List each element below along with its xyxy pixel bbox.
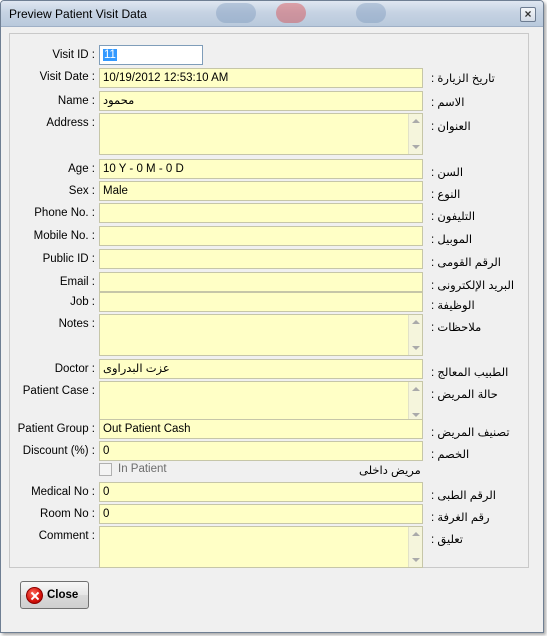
notes-label-ar: [431, 320, 529, 334]
mobile-field[interactable]: [99, 226, 423, 246]
doctor-field[interactable]: [99, 359, 423, 379]
age-field[interactable]: 10 Y - 0 M - 0 D: [99, 159, 423, 179]
phone-field[interactable]: [99, 203, 423, 223]
job-field[interactable]: [99, 292, 423, 312]
phone-label: Phone No. :: [34, 207, 95, 219]
scroll-up-icon[interactable]: [412, 119, 420, 123]
patient-case-label: Patient Case :: [22, 385, 95, 397]
comment-label-ar-text: تعليق :: [431, 534, 464, 546]
close-icon: [26, 587, 43, 604]
comment-scrollbar[interactable]: [408, 527, 422, 567]
public-id-label-ar: [431, 255, 529, 269]
name-field[interactable]: [99, 91, 423, 111]
room-no-label: Room No :: [40, 508, 95, 520]
job-label-ar: [431, 298, 529, 312]
in-patient-label-ar: [359, 463, 455, 477]
notes-field[interactable]: [99, 314, 423, 356]
age-label: Age :: [68, 163, 95, 175]
patient-case-label-ar-text: حالة المريض :: [431, 389, 498, 401]
mobile-label: Mobile No. :: [33, 230, 95, 242]
age-label-ar-text: السن :: [431, 167, 464, 179]
patient-group-label: Patient Group :: [17, 423, 95, 435]
visit-date-label: Visit Date :: [39, 71, 95, 83]
visit-date-label-ar: [431, 71, 529, 85]
room-no-field[interactable]: 0: [99, 504, 423, 524]
window-close-icon[interactable]: ×: [520, 7, 536, 22]
patient-group-field[interactable]: Out Patient Cash: [99, 419, 423, 439]
public-id-label: Public ID :: [42, 253, 95, 265]
name-value: محمود: [103, 95, 135, 107]
notes-label: Notes :: [58, 318, 95, 330]
doctor-label-ar-text: الطبيب المعالج :: [431, 367, 509, 379]
address-label-ar: [431, 119, 529, 133]
sex-field[interactable]: Male: [99, 181, 423, 201]
email-label-ar: [431, 278, 529, 292]
doctor-label: Doctor :: [54, 363, 95, 375]
patient-case-scrollbar[interactable]: [408, 382, 422, 422]
sex-label: Sex :: [68, 185, 95, 197]
scroll-down-icon[interactable]: [412, 558, 420, 562]
age-label-ar: [431, 165, 529, 179]
scroll-up-icon[interactable]: [412, 320, 420, 324]
title-bar: [1, 1, 543, 27]
job-label-ar-text: الوظيفة :: [431, 300, 475, 312]
mobile-label-ar: [431, 232, 529, 246]
address-field[interactable]: [99, 113, 423, 155]
window-title: Preview Patient Visit Data: [9, 7, 147, 21]
scroll-down-icon[interactable]: [412, 145, 420, 149]
discount-label-ar: [431, 447, 529, 461]
visit-id-value: 11: [104, 49, 116, 61]
medical-no-label: Medical No :: [31, 486, 95, 498]
doctor-label-ar: [431, 365, 529, 379]
scroll-down-icon[interactable]: [412, 413, 420, 417]
email-label-ar-text: البريد الإلكترونى :: [431, 280, 515, 292]
medical-no-field[interactable]: 0: [99, 482, 423, 502]
visit-id-label: Visit ID :: [52, 49, 95, 61]
in-patient-label-ar-text: مريض داخلى: [359, 465, 421, 477]
patient-case-field[interactable]: [99, 381, 423, 423]
visit-date-field[interactable]: 10/19/2012 12:53:10 AM: [99, 68, 423, 88]
visit-date-label-ar-text: تاريخ الزيارة :: [431, 73, 495, 85]
scroll-up-icon[interactable]: [412, 387, 420, 391]
patient-group-label-ar-text: تصنيف المريض :: [431, 427, 510, 439]
close-button-label: Close: [47, 589, 79, 601]
comment-label: Comment :: [38, 530, 95, 542]
email-field[interactable]: [99, 272, 423, 292]
visit-id-input[interactable]: [99, 45, 203, 65]
sex-label-ar: [431, 187, 529, 201]
sex-label-ar-text: النوع :: [431, 189, 461, 201]
notes-label-ar-text: ملاحظات :: [431, 322, 482, 334]
discount-label-ar-text: الخصم :: [431, 449, 470, 461]
comment-field[interactable]: [99, 526, 423, 568]
scroll-down-icon[interactable]: [412, 346, 420, 350]
discount-label: Discount (%) :: [22, 445, 95, 457]
patient-group-label-ar: [431, 425, 529, 439]
public-id-label-ar-text: الرقم القومى :: [431, 257, 501, 269]
titlebar-decoration: [356, 3, 386, 23]
phone-label-ar: [431, 209, 529, 223]
titlebar-decoration: [216, 3, 256, 23]
name-label-ar: [431, 95, 529, 109]
discount-field[interactable]: 0: [99, 441, 423, 461]
medical-no-label-ar-text: الرقم الطبى :: [431, 490, 496, 502]
in-patient-label: In Patient: [118, 463, 167, 475]
form-panel: [9, 33, 529, 568]
room-no-label-ar-text: رقم الغرفة :: [431, 512, 490, 524]
phone-label-ar-text: التليفون :: [431, 211, 476, 223]
notes-scrollbar[interactable]: [408, 315, 422, 355]
titlebar-decoration: [276, 3, 306, 23]
mobile-label-ar-text: الموبيل :: [431, 234, 473, 246]
name-label-ar-text: الاسم :: [431, 97, 465, 109]
address-label-ar-text: العنوان :: [431, 121, 471, 133]
scroll-up-icon[interactable]: [412, 532, 420, 536]
name-label: Name :: [57, 95, 95, 107]
job-label: Job :: [70, 296, 95, 308]
medical-no-label-ar: [431, 488, 529, 502]
in-patient-checkbox[interactable]: [99, 463, 112, 476]
in-patient-row: [99, 462, 519, 478]
comment-label-ar: [431, 532, 529, 546]
close-button[interactable]: [20, 581, 89, 609]
patient-case-label-ar: [431, 387, 529, 401]
email-label: Email :: [59, 276, 95, 288]
doctor-value: عزت البدراوى: [103, 363, 170, 375]
public-id-field[interactable]: [99, 249, 423, 269]
room-no-label-ar: [431, 510, 529, 524]
address-label: Address :: [46, 117, 95, 129]
address-scrollbar[interactable]: [408, 114, 422, 154]
